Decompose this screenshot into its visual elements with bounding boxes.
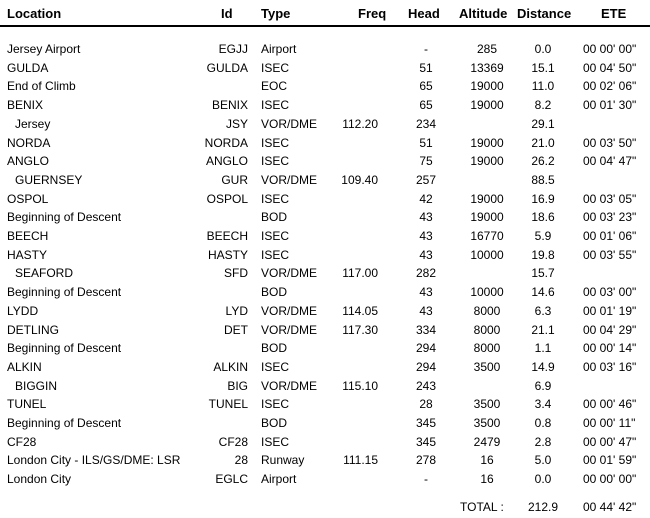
table-row[interactable]: [0, 79, 650, 97]
cell-freq: 111.15: [343, 453, 378, 468]
cell-head: 43: [419, 285, 433, 300]
cell-head: 51: [419, 60, 433, 75]
cell-type: ISEC: [261, 154, 290, 169]
cell-type: ISEC: [261, 60, 290, 75]
cell-location: TUNEL: [7, 397, 47, 412]
cell-location: Beginning of Descent: [7, 341, 122, 356]
cell-type: ISEC: [261, 397, 290, 412]
cell-id: SFD: [224, 266, 248, 281]
cell-location: Jersey Airport: [7, 42, 81, 56]
cell-freq: 117.30: [342, 322, 378, 337]
table-row[interactable]: [0, 42, 650, 60]
cell-head: 43: [419, 303, 433, 318]
cell-altitude: 19000: [470, 98, 504, 113]
table-row[interactable]: [0, 98, 650, 116]
cell-id: TUNEL: [208, 397, 248, 412]
cell-type: ISEC: [261, 229, 290, 243]
cell-distance: 5.0: [534, 453, 552, 468]
header-freq: Freq: [358, 6, 387, 21]
cell-distance: 16.9: [531, 191, 555, 206]
cell-location: End of Climb: [7, 79, 76, 94]
cell-id: GUR: [221, 172, 248, 187]
cell-location: Jersey: [15, 116, 51, 131]
cell-location: GULDA: [7, 60, 49, 75]
cell-id: DET: [224, 322, 248, 337]
cell-distance: 14.9: [531, 359, 555, 374]
table-row[interactable]: [0, 117, 650, 135]
cell-id: EGLC: [215, 472, 248, 487]
cell-distance: 0.8: [534, 416, 552, 430]
cell-ete: 00 00' 46": [583, 397, 637, 412]
cell-altitude: 19000: [470, 135, 504, 150]
cell-distance: 21.0: [531, 135, 555, 150]
cell-head: 294: [415, 359, 437, 374]
cell-altitude: 8000: [473, 322, 501, 337]
cell-type: ISEC: [261, 135, 290, 150]
cell-distance: 15.7: [531, 266, 555, 281]
cell-distance: 6.3: [534, 303, 552, 318]
cell-freq: 112.20: [342, 116, 378, 131]
cell-ete: 00 03' 50": [583, 135, 637, 150]
cell-distance: 88.5: [531, 172, 555, 187]
cell-ete: 00 04' 50": [583, 60, 637, 75]
cell-head: 43: [419, 229, 433, 243]
cell-location: London City - ILS/GS/DME: LSR: [7, 453, 181, 468]
cell-head: 43: [419, 210, 433, 225]
table-row[interactable]: [0, 416, 650, 434]
cell-id: BIG: [227, 378, 248, 393]
header-type: Type: [261, 6, 291, 21]
cell-location: OSPOL: [7, 191, 49, 206]
cell-head: 334: [415, 322, 437, 337]
cell-type: BOD: [261, 285, 288, 300]
cell-id: ALKIN: [213, 359, 248, 374]
cell-head: -: [424, 472, 428, 487]
cell-type: BOD: [261, 416, 288, 430]
cell-type: Airport: [261, 42, 297, 56]
cell-ete: 00 03' 00": [583, 285, 637, 300]
cell-freq: 117.00: [342, 266, 378, 281]
cell-ete: 00 01' 30": [583, 98, 637, 113]
cell-ete: 00 00' 00": [583, 42, 637, 56]
cell-id: EGJJ: [218, 42, 248, 56]
cell-location: NORDA: [7, 135, 51, 150]
table-row[interactable]: [0, 323, 650, 341]
cell-type: VOR/DME: [261, 322, 318, 337]
cell-head: 28: [419, 397, 433, 412]
cell-type: ISEC: [261, 98, 290, 113]
table-row[interactable]: [0, 210, 650, 228]
cell-freq: 109.40: [341, 172, 378, 187]
cell-head: 257: [415, 172, 437, 187]
cell-altitude: 3500: [473, 397, 501, 412]
cell-altitude: 13369: [470, 60, 504, 75]
cell-altitude: 16770: [470, 229, 504, 243]
cell-altitude: 19000: [470, 210, 504, 225]
table-row[interactable]: [0, 472, 650, 490]
table-row[interactable]: [0, 136, 650, 154]
total-row: [0, 500, 650, 518]
cell-head: -: [424, 42, 428, 56]
header-ete: ETE: [601, 6, 627, 21]
cell-head: 345: [415, 416, 437, 430]
cell-altitude: 8000: [473, 341, 501, 356]
cell-distance: 14.6: [531, 285, 555, 300]
cell-location: CF28: [7, 434, 37, 449]
total-distance: 212.9: [527, 500, 559, 514]
cell-type: ISEC: [261, 359, 290, 374]
cell-location: SEAFORD: [15, 266, 74, 281]
table-row[interactable]: [0, 304, 650, 322]
cell-head: 65: [419, 79, 433, 94]
table-row[interactable]: [0, 397, 650, 415]
table-row[interactable]: [0, 154, 650, 172]
cell-ete: 00 01' 59": [583, 453, 637, 468]
cell-freq: 114.05: [342, 303, 378, 318]
cell-ete: 00 00' 47": [583, 434, 637, 449]
cell-type: Runway: [261, 453, 305, 468]
cell-type: Airport: [261, 472, 297, 487]
cell-ete: 00 00' 11": [583, 416, 636, 430]
cell-head: 243: [415, 378, 437, 393]
table-row[interactable]: [0, 173, 650, 191]
cell-distance: 5.9: [534, 229, 552, 243]
cell-type: EOC: [261, 79, 288, 94]
cell-ete: 00 01' 19": [583, 303, 637, 318]
table-row[interactable]: [0, 341, 650, 359]
cell-ete: 00 04' 47": [583, 154, 637, 169]
cell-altitude: 2479: [473, 434, 501, 449]
cell-location: London City: [7, 472, 72, 487]
cell-head: 294: [415, 341, 437, 356]
cell-ete: 00 03' 23": [583, 210, 637, 225]
cell-head: 282: [415, 266, 437, 281]
cell-distance: 1.1: [534, 341, 552, 356]
cell-type: BOD: [261, 210, 288, 225]
header-location: Location: [7, 6, 62, 21]
cell-altitude: 3500: [473, 359, 501, 374]
cell-id: BENIX: [211, 98, 248, 113]
table-row[interactable]: [0, 248, 650, 266]
cell-altitude: 8000: [473, 303, 501, 318]
cell-id: ANGLO: [205, 154, 248, 169]
cell-type: VOR/DME: [261, 303, 318, 318]
table-row[interactable]: [0, 360, 650, 378]
cell-id: JSY: [225, 116, 248, 131]
table-row[interactable]: [0, 229, 650, 247]
header-altitude: Altitude: [459, 6, 508, 21]
cell-altitude: 16: [480, 472, 494, 487]
cell-altitude: 19000: [470, 154, 504, 169]
cell-location: Beginning of Descent: [7, 210, 122, 225]
cell-altitude: 285: [476, 42, 498, 56]
cell-distance: 19.8: [531, 247, 555, 262]
cell-location: BIGGIN: [15, 378, 58, 393]
cell-id: NORDA: [204, 135, 248, 150]
cell-type: VOR/DME: [261, 266, 318, 281]
cell-distance: 18.6: [531, 210, 555, 225]
cell-id: HASTY: [207, 247, 248, 262]
cell-altitude: 19000: [470, 191, 504, 206]
cell-distance: 11.0: [531, 79, 555, 94]
cell-id: 28: [234, 453, 248, 468]
cell-head: 43: [419, 247, 433, 262]
cell-location: DETLING: [7, 322, 60, 337]
cell-head: 345: [415, 434, 437, 449]
cell-location: BENIX: [7, 98, 44, 113]
table-row[interactable]: [0, 61, 650, 79]
cell-ete: 00 01' 06": [583, 229, 637, 243]
cell-type: ISEC: [261, 434, 290, 449]
table-row[interactable]: [0, 192, 650, 210]
header-distance: Distance: [517, 6, 572, 21]
cell-distance: 3.4: [534, 397, 552, 412]
total-ete: 00 44' 42": [583, 500, 637, 514]
cell-altitude: 19000: [470, 79, 504, 94]
cell-type: BOD: [261, 341, 288, 356]
cell-ete: 00 04' 29": [583, 322, 637, 337]
cell-location: Beginning of Descent: [7, 285, 122, 300]
cell-head: 75: [419, 154, 433, 169]
cell-ete: 00 02' 06": [583, 79, 637, 94]
cell-type: ISEC: [261, 191, 290, 206]
table-row[interactable]: [0, 453, 650, 471]
cell-altitude: 3500: [473, 416, 501, 430]
cell-head: 42: [419, 191, 433, 206]
cell-id: GULDA: [206, 60, 248, 75]
cell-ete: 00 03' 55": [583, 247, 637, 262]
cell-location: Beginning of Descent: [7, 416, 122, 430]
cell-distance: 26.2: [531, 154, 555, 169]
cell-ete: 00 03' 05": [583, 191, 637, 206]
header-id: Id: [221, 6, 233, 21]
table-row[interactable]: [0, 379, 650, 397]
cell-freq: 115.10: [342, 378, 378, 393]
cell-location: HASTY: [7, 247, 48, 262]
cell-distance: 0.0: [534, 472, 552, 487]
cell-altitude: 10000: [470, 247, 504, 262]
cell-type: VOR/DME: [261, 116, 318, 131]
cell-distance: 6.9: [534, 378, 552, 393]
cell-head: 234: [415, 116, 437, 131]
cell-id: BEECH: [206, 229, 248, 243]
cell-location: GUERNSEY: [15, 172, 83, 187]
cell-distance: 0.0: [534, 42, 552, 56]
cell-head: 65: [419, 98, 433, 113]
cell-location: BEECH: [7, 229, 49, 243]
cell-location: ALKIN: [7, 359, 42, 374]
cell-id: OSPOL: [206, 191, 248, 206]
header-head: Head: [408, 6, 440, 21]
cell-distance: 8.2: [534, 98, 552, 113]
cell-id: CF28: [218, 434, 248, 449]
cell-location: ANGLO: [7, 154, 50, 169]
table-row[interactable]: [0, 435, 650, 453]
cell-distance: 21.1: [531, 322, 555, 337]
cell-distance: 29.1: [531, 116, 555, 131]
cell-ete: 00 00' 14": [583, 341, 637, 356]
cell-altitude: 16: [480, 453, 494, 468]
cell-head: 51: [419, 135, 433, 150]
cell-distance: 15.1: [531, 60, 555, 75]
cell-altitude: 10000: [470, 285, 504, 300]
cell-type: VOR/DME: [261, 378, 318, 393]
cell-ete: 00 00' 00": [583, 472, 637, 487]
cell-ete: 00 03' 16": [583, 359, 637, 374]
cell-type: ISEC: [261, 247, 290, 262]
cell-distance: 2.8: [534, 434, 552, 449]
cell-id: LYD: [225, 303, 248, 318]
total-label: TOTAL :: [460, 500, 504, 514]
cell-head: 278: [415, 453, 437, 468]
cell-location: LYDD: [7, 303, 39, 318]
table-row[interactable]: [0, 285, 650, 303]
table-row[interactable]: [0, 266, 650, 284]
header-divider: [0, 25, 650, 27]
cell-type: VOR/DME: [261, 172, 318, 187]
